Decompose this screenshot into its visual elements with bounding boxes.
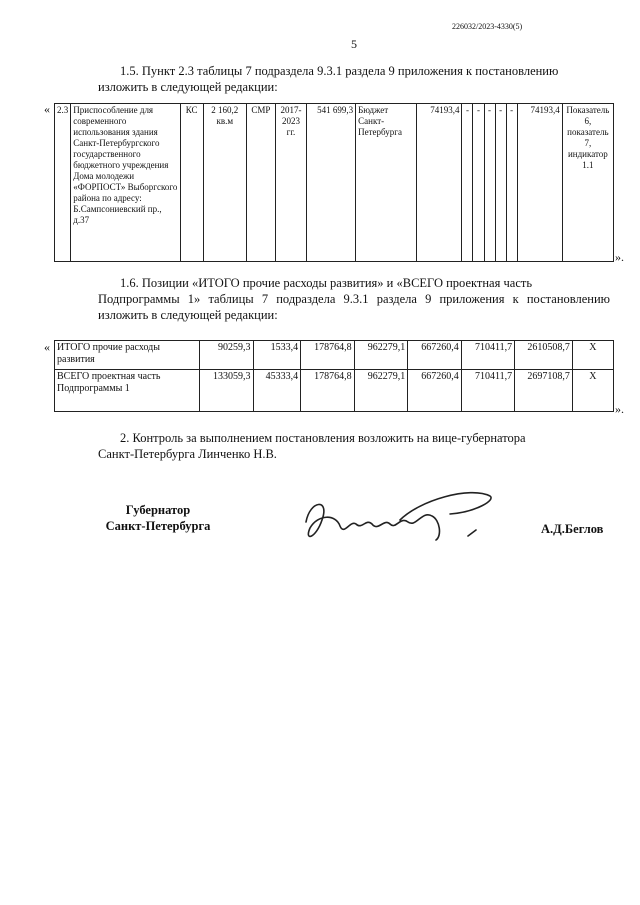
paragraph-1-5-rest: изложить в следующей редакции:	[98, 80, 278, 94]
cell-value: 178764,8	[301, 341, 355, 370]
handwritten-signature	[300, 480, 500, 560]
cell-value: 667260,4	[408, 370, 462, 412]
table-item-2-3	[54, 103, 614, 262]
cell-y5: -	[506, 104, 517, 262]
cell-y1: -	[462, 104, 473, 262]
paragraph-1-6-rest: Подпрограммы 1» таблицы 7 подраздела 9.3.1 раздела 9 приложения к постановлению изложить в следующей редакции:	[98, 292, 610, 322]
table-row	[55, 104, 614, 262]
cell-y3: -	[484, 104, 495, 262]
cell-value: 962279,1	[354, 370, 408, 412]
signatory-title	[96, 502, 220, 534]
cell-value: 178764,8	[301, 370, 355, 412]
paragraph-1-6-first-line: 1.6. Позиции «ИТОГО прочие расходы развития» и «ВСЕГО проектная часть	[120, 276, 533, 290]
signatory-title-line1: Губернатор	[125, 503, 191, 517]
paragraph-2-first-line: 2. Контроль за выполнением постановления возложить на вице-губернатора	[120, 431, 526, 445]
paragraph-2-rest: Санкт-Петербурга Линченко Н.В.	[98, 447, 277, 461]
document-number: 226032/2023-4330(5)	[452, 22, 523, 31]
table1-close-quote: ».	[615, 250, 624, 264]
cell-value: 2697108,7	[515, 370, 573, 412]
cell-value: 667260,4	[408, 341, 462, 370]
cell-capacity: 2 160,2 кв.м	[203, 104, 246, 262]
cell-type: КС	[180, 104, 203, 262]
cell-label: ВСЕГО проектная часть Подпрограммы 1	[55, 370, 200, 412]
cell-value: 45333,4	[253, 370, 301, 412]
table2-close-quote: ».	[615, 402, 624, 416]
cell-indicator: Показатель 6, показатель 7, индикатор 1.1	[562, 104, 613, 262]
cell-cost: 541 699,3	[306, 104, 355, 262]
cell-name: Приспособление для современного использования здания Санкт-Петербургского государственного бюджетного учреждения Дома молодежи «ФОРПОСТ» Выборгского района по адресу: Б.Сампсониевский пр., д.37	[71, 104, 180, 262]
cell-y6: 74193,4	[517, 104, 562, 262]
cell-value: 133059,3	[200, 370, 254, 412]
paragraph-1-5-first-line: 1.5. Пункт 2.3 таблицы 7 подраздела 9.3.1 раздела 9 приложения к постановлению	[120, 64, 559, 78]
cell-label: ИТОГО прочие расходы развития	[55, 341, 200, 370]
table-row	[55, 341, 614, 370]
cell-value: 962279,1	[354, 341, 408, 370]
signatory-title-line2: Санкт-Петербурга	[105, 519, 211, 533]
cell-value: 710411,7	[461, 341, 514, 370]
cell-total: 74193,4	[417, 104, 462, 262]
cell-value: 1533,4	[253, 341, 301, 370]
cell-source: Бюджет Санкт-Петербурга	[356, 104, 417, 262]
table1-open-quote: «	[44, 102, 50, 116]
table-totals	[54, 340, 614, 412]
table-row	[55, 370, 614, 412]
cell-num: 2.3	[55, 104, 71, 262]
cell-period: 2017-2023 гг.	[275, 104, 306, 262]
paragraph-1-6	[98, 275, 610, 323]
paragraph-1-5	[98, 63, 610, 95]
cell-work: СМР	[246, 104, 275, 262]
cell-y4: -	[495, 104, 506, 262]
cell-value: 2610508,7	[515, 341, 573, 370]
cell-value: Х	[572, 370, 613, 412]
paragraph-2	[98, 430, 610, 462]
cell-value: 710411,7	[461, 370, 514, 412]
cell-y2: -	[473, 104, 484, 262]
cell-value: Х	[572, 341, 613, 370]
signatory-name: А.Д.Беглов	[541, 522, 604, 536]
table2-open-quote: «	[44, 340, 50, 354]
cell-value: 90259,3	[200, 341, 254, 370]
page-number: 5	[351, 37, 357, 51]
